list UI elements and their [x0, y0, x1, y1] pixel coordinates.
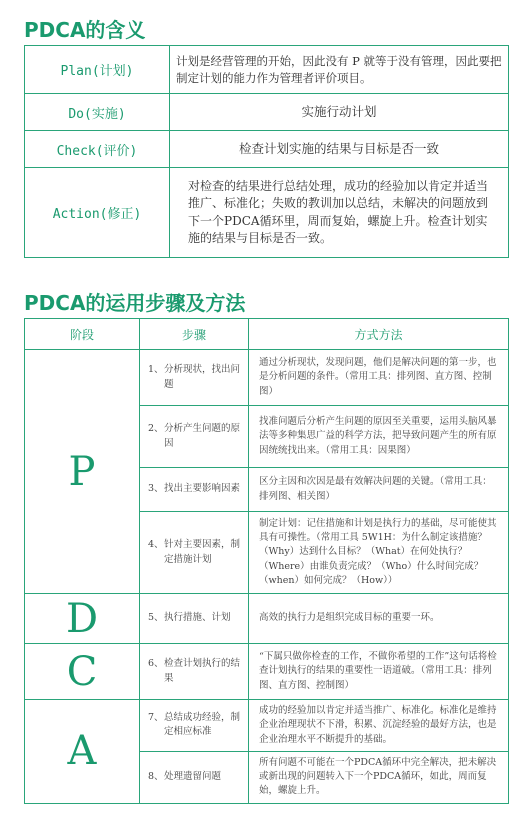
- header-stage: 阶段: [25, 319, 140, 350]
- step-cell: [140, 350, 249, 406]
- step-number: 5、: [148, 612, 164, 624]
- step-cell: [140, 644, 249, 700]
- method-cell: 高效的执行力是组织完成目标的重要一环。: [249, 594, 509, 644]
- table-row: [25, 350, 509, 406]
- table-header-row: [25, 319, 509, 350]
- section-title-steps: PDCA的运用步骤及方法: [24, 291, 246, 315]
- row-label-plan: Plan(计划): [25, 46, 170, 94]
- method-cell: 所有问题不可能在一个PDCA循环中完全解决，把未解决或新出现的问题转入下一个PDCA循环，如此，周而复始，螺旋上升。: [249, 751, 509, 803]
- step-cell: [140, 406, 249, 468]
- row-label-check: Check(评价): [25, 131, 170, 168]
- row-desc-check: 检查计划实施的结果与目标是否一致: [170, 131, 509, 168]
- row-desc-plan: 计划是经营管理的开始，因此没有 P 就等于没有管理，因此要把制定计划的能力作为管理者评价项目。: [170, 46, 509, 94]
- step-number: 3、: [148, 483, 164, 495]
- steps-table: [24, 318, 509, 804]
- method-cell: 通过分析现状，发现问题，他们是解决问题的第一步，也是分析问题的条件。（常用工具：排列图、直方图、控制图）: [249, 350, 509, 406]
- step-cell: [140, 594, 249, 644]
- method-cell: 找准问题后分析产生问题的原因至关重要，运用头脑风暴法等多种集思广益的科学方法，把导致问题产生的所有原因统统找出来。（常用工具：因果图）: [249, 406, 509, 468]
- step-number: 8、: [148, 771, 164, 782]
- table-row: [25, 94, 509, 131]
- table-row: [25, 700, 509, 752]
- stage-a: A: [25, 700, 140, 804]
- stage-c: C: [25, 644, 140, 700]
- step-number: 1、: [148, 364, 164, 376]
- step-name: 分析产生问题的原因: [164, 423, 241, 449]
- stage-p: P: [25, 350, 140, 594]
- step-cell: [140, 700, 249, 752]
- stage-d: D: [25, 594, 140, 644]
- step-number: 7、: [148, 712, 164, 724]
- step-name: 执行措施、计划: [164, 612, 231, 624]
- table-row: [25, 644, 509, 700]
- method-cell: 成功的经验加以肯定并适当推广、标准化。标准化是维持企业治理现状不下滑，积累、沉淀经验的最好方法，也是企业治理水平不断提升的基础。: [249, 700, 509, 752]
- method-cell: “下属只做你检查的工作，不做你希望的工作”这句话将检查计划执行的结果的重要性一语道破。（常用工具：排列图、直方图、控制图）: [249, 644, 509, 700]
- table-row: [25, 131, 509, 168]
- step-cell: [140, 468, 249, 512]
- row-desc-action: 对检查的结果进行总结处理，成功的经验加以肯定并适当推广、标准化；失败的教训加以总结，未解决的问题放到下一个PDCA循环里，周而复始，螺旋上升。检查计划实施的结果与目标是否一致。: [170, 168, 509, 258]
- step-name: 找出主要影响因素: [164, 483, 241, 495]
- header-method: 方式方法: [249, 319, 509, 350]
- header-step: 步骤: [140, 319, 249, 350]
- step-name: 检查计划执行的结果: [164, 658, 241, 684]
- table-row: [25, 46, 509, 94]
- row-label-action: Action(修正): [25, 168, 170, 258]
- step-name: 总结成功经验，制定相应标准: [164, 712, 241, 738]
- step-name: 分析现状，找出问题: [164, 364, 241, 390]
- step-name: 针对主要因素，制定措施计划: [164, 539, 241, 565]
- row-label-do: Do(实施): [25, 94, 170, 131]
- step-cell: [140, 751, 249, 803]
- step-name: 处理遗留问题: [164, 771, 222, 782]
- step-number: 2、: [148, 423, 164, 435]
- step-number: 4、: [148, 539, 164, 551]
- step-number: 6、: [148, 658, 164, 670]
- row-desc-do: 实施行动计划: [170, 94, 509, 131]
- method-cell: 制定计划：记住措施和计划是执行力的基础，尽可能使其具有可操性。（常用工具 5W1H：为什么制定该措施？（Why）达到什么目标？（What）在何处执行？（Where）由谁负责完成？（Who）什么时间完成？（when）如何完成？（How））: [249, 512, 509, 594]
- table-row: [25, 168, 509, 258]
- step-cell: [140, 512, 249, 594]
- section-title-meaning: PDCA的含义: [24, 18, 146, 42]
- method-cell: 区分主因和次因是最有效解决问题的关键。（常用工具：排列图、相关图）: [249, 468, 509, 512]
- table-row: [25, 594, 509, 644]
- meaning-table: [24, 45, 509, 258]
